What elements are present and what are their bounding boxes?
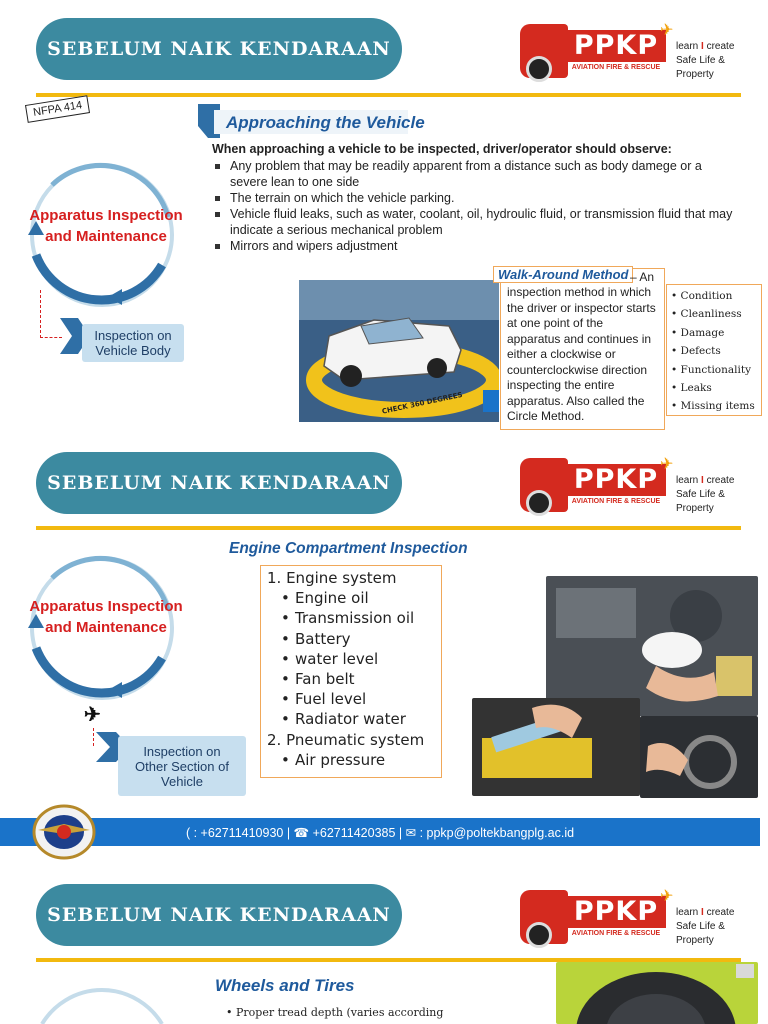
walk-dash: – An — [630, 270, 655, 284]
list-item: The terrain on which the vehicle parking. — [212, 190, 742, 206]
list-item: Vehicle fluid leaks, such as water, coolant, oil, hydroulic fluid, or transmission fluid that may indicate a serious mechanical problem — [212, 206, 742, 238]
banner-title: SEBELUM NAIK KENDARAAN — [36, 884, 402, 946]
list-item: • Air pressure — [267, 750, 441, 770]
list-item: • Engine oil — [267, 588, 441, 608]
engine-checklist — [260, 565, 442, 778]
plane-icon: ✈ — [660, 22, 674, 39]
plane-icon: ✈ — [660, 456, 674, 473]
list-item: • Fan belt — [267, 669, 441, 689]
list-item: • Fuel level — [267, 689, 441, 709]
list-item: • Transmission oil — [267, 608, 441, 628]
list-item: • Missing items — [671, 397, 761, 415]
section-title: Wheels and Tires — [215, 976, 355, 995]
intro-text: When approaching a vehicle to be inspected, driver/operator should observe: — [212, 142, 672, 156]
poltekbang-seal-icon — [32, 804, 96, 860]
list-heading: 1. Engine system — [267, 569, 397, 587]
banner-title: SEBELUM NAIK KENDARAAN — [36, 452, 402, 514]
list-item: • water level — [267, 649, 441, 669]
cycle-diagram — [22, 980, 182, 1024]
list-item: • Functionality — [671, 361, 761, 379]
logo-text: PPKP — [566, 464, 666, 496]
tagline: learn I create Safe Life & Property — [676, 475, 735, 514]
bullet-list — [212, 158, 742, 254]
logo-subtitle: AVIATION FIRE & RESCUE — [571, 64, 661, 71]
walk-title: Walk-Around Method — [493, 266, 633, 283]
inspect-label: Inspection on Vehicle Body — [82, 324, 184, 362]
list-heading: 2. Pneumatic system — [267, 730, 425, 749]
inspection-properties — [666, 284, 762, 416]
list-item: Mirrors and wipers adjustment — [212, 238, 742, 254]
list-item: Any problem that may be readily apparent from a distance such as body damege or a severe lean to one side — [212, 158, 742, 190]
cycle-title: Apparatus Inspection and Maintenance — [29, 598, 183, 636]
contact-bar — [0, 818, 760, 846]
truck-360-illustration — [299, 280, 499, 422]
inspect-label: Inspection on Other Section of Vehicle — [118, 736, 246, 796]
section-title: Engine Compartment Inspection — [229, 540, 468, 557]
list-item: • Damage — [671, 324, 761, 342]
list-item: • Radiator water — [267, 709, 441, 729]
ppkp-logo — [520, 454, 750, 516]
ppkp-logo — [520, 886, 750, 948]
list-item: • Condition — [671, 287, 761, 305]
banner-title: SEBELUM NAIK KENDARAAN — [36, 18, 402, 80]
logo-subtitle: AVIATION FIRE & RESCUE — [571, 498, 661, 505]
list-item: • Cleanliness — [671, 305, 761, 323]
tagline: learn I create Safe Life & Property — [676, 907, 735, 946]
cycle-title: Apparatus Inspection and Maintenance — [29, 207, 183, 245]
list-item: • Leaks — [671, 379, 761, 397]
dashed-connector — [40, 337, 62, 339]
divider-rule — [36, 526, 741, 530]
dashed-connector — [40, 290, 42, 338]
ppkp-logo — [520, 20, 750, 82]
logo-text: PPKP — [566, 30, 666, 62]
dashed-connector — [93, 728, 95, 746]
contact-text: ( : +62711410930 | ☎ +62711420385 | ✉ : ppkp@poltekbangplg.ac.id — [185, 825, 575, 840]
list-item: • Proper tread depth (varies according — [226, 1006, 444, 1019]
divider-rule — [36, 93, 741, 97]
plane-icon: ✈ — [84, 704, 101, 726]
battery-water-photo — [472, 698, 640, 796]
truck-icon — [520, 890, 568, 944]
engine-oil-photo — [546, 576, 758, 716]
walk-around-box: inspection method in which the driver or inspector starts at one point of the apparatus and continues in either a clockwise or counterclockwise direction inspecting the entire apparatus. Also called the Circle Method. — [500, 268, 665, 430]
list-item: • Battery — [267, 629, 441, 649]
tire-photo — [556, 962, 758, 1024]
belt-check-photo — [640, 716, 758, 798]
check-label: CHECK 360 DEGREES — [381, 390, 464, 416]
truck-icon — [520, 24, 568, 78]
plane-icon: ✈ — [660, 888, 674, 905]
truck-icon — [520, 458, 568, 512]
logo-text: PPKP — [566, 896, 666, 928]
section-title: Approaching the Vehicle — [226, 113, 425, 132]
logo-subtitle: AVIATION FIRE & RESCUE — [571, 930, 661, 937]
nfpa-label: NFPA 414 — [25, 95, 90, 123]
list-item: • Defects — [671, 342, 761, 360]
tagline: learn I create Safe Life & Property — [676, 41, 735, 80]
